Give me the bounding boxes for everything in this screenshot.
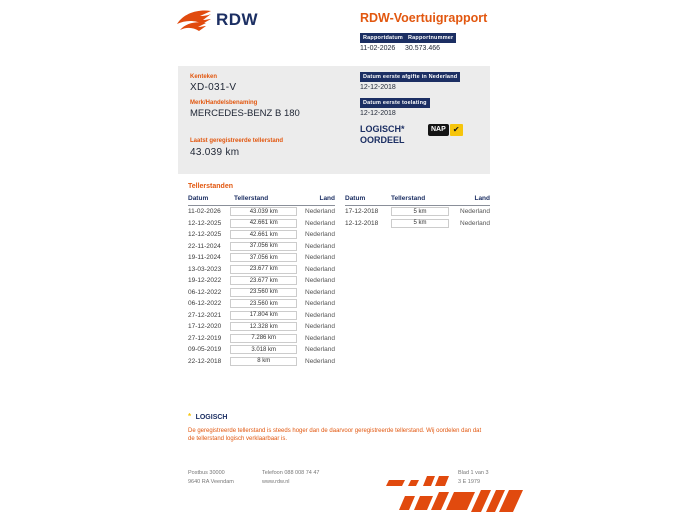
- row-land: Nederland: [305, 357, 335, 365]
- report-title: RDW-Voertuigrapport: [360, 11, 488, 25]
- tellerstand-row: [188, 298, 335, 310]
- row-land: Nederland: [305, 242, 335, 250]
- tellerstanden-section-title: Tellerstanden: [188, 183, 233, 190]
- oordeel-line1: LOGISCH*: [360, 124, 405, 134]
- footer-page-indicator: Blad 1 van 3: [458, 470, 489, 476]
- merk-value: MERCEDES-BENZ B 180: [190, 108, 300, 119]
- row-land: Nederland: [305, 334, 335, 342]
- header-land: Land: [474, 195, 490, 202]
- header-datum: Datum: [345, 195, 366, 202]
- row-tellerstand: 5 km: [391, 207, 449, 216]
- row-datum: 09-05-2019: [188, 346, 222, 354]
- table-body-left: [188, 206, 335, 367]
- racing-stripes-graphic: [375, 474, 525, 514]
- row-datum: 06-12-2022: [188, 300, 222, 308]
- logisch-oordeel: [360, 124, 405, 146]
- nap-wordmark: NAP: [428, 124, 449, 136]
- row-datum: 22-12-2018: [188, 357, 222, 365]
- row-tellerstand: 12.328 km: [230, 322, 297, 331]
- row-land: Nederland: [305, 346, 335, 354]
- row-tellerstand: 42.661 km: [230, 230, 297, 239]
- row-land: Nederland: [305, 311, 335, 319]
- tellerstanden-table-right: [345, 195, 490, 229]
- row-datum: 27-12-2021: [188, 311, 222, 319]
- tellerstand-row: [188, 344, 335, 356]
- tellerstand-row: [188, 206, 335, 218]
- tellerstanden-table-left: [188, 195, 335, 367]
- row-land: Nederland: [305, 254, 335, 262]
- tellerstand-row: [188, 310, 335, 322]
- row-land: Nederland: [305, 231, 335, 239]
- footnote-title: LOGISCH: [195, 414, 228, 421]
- row-tellerstand: 3.018 km: [230, 345, 297, 354]
- tellerstand-row: [188, 321, 335, 333]
- row-tellerstand: 23.560 km: [230, 288, 297, 297]
- row-land: Nederland: [460, 219, 490, 227]
- kenteken-value: XD-031-V: [190, 82, 237, 93]
- footnote-asterisk: *: [188, 412, 192, 421]
- header-tellerstand: Tellerstand: [391, 195, 426, 202]
- oordeel-line2: OORDEEL: [360, 135, 405, 145]
- row-tellerstand: 7.286 km: [230, 334, 297, 343]
- footnote-text: De geregistreerde tellerstand is steeds hoger dan de daarvoor geregistreerde tellerstand. Wij oordelen dan dat de tellerstand logisch verklaarbaar is.: [188, 428, 482, 442]
- row-datum: 17-12-2020: [188, 323, 222, 331]
- row-datum: 19-12-2022: [188, 277, 222, 285]
- footer-contact: [262, 469, 320, 487]
- row-land: Nederland: [305, 219, 335, 227]
- row-tellerstand: 42.661 km: [230, 219, 297, 228]
- report-date-value: 11-02-2026: [360, 45, 396, 52]
- logisch-footnote: [188, 406, 488, 443]
- table-header-row: [345, 195, 490, 206]
- row-tellerstand: 23.677 km: [230, 276, 297, 285]
- table-header-row: [188, 195, 335, 206]
- tellerstand-row: [188, 229, 335, 241]
- report-number-label: Rapportnummer: [405, 33, 456, 43]
- report-date-label: Rapportdatum: [360, 33, 406, 43]
- tellerstand-row: [188, 252, 335, 264]
- footer-phone: Telefoon 088 008 74 47: [262, 470, 320, 476]
- row-tellerstand: 43.039 km: [230, 207, 297, 216]
- footer-address-line1: Postbus 30000: [188, 470, 225, 476]
- footer-form-code: 3 E 1979: [458, 479, 481, 485]
- row-tellerstand: 5 km: [391, 219, 449, 228]
- row-datum: 06-12-2022: [188, 288, 222, 296]
- tellerstand-row: [188, 275, 335, 287]
- afgifte-value: 12-12-2018: [360, 84, 396, 91]
- row-datum: 12-12-2018: [345, 219, 379, 227]
- tellerstand-row: [188, 264, 335, 276]
- tellerstand-row: [188, 356, 335, 368]
- row-datum: 11-02-2026: [188, 208, 221, 216]
- row-land: Nederland: [305, 288, 335, 296]
- tellerstand-label: Laatst geregistreerde tellerstand: [190, 138, 284, 144]
- row-datum: 13-03-2023: [188, 265, 222, 273]
- nap-logo: [428, 124, 463, 136]
- row-tellerstand: 8 km: [230, 357, 297, 366]
- footer-website: www.rdw.nl: [262, 479, 290, 485]
- tellerstand-row: [188, 333, 335, 345]
- tellerstand-row: [345, 218, 490, 230]
- rdw-logo-text: RDW: [216, 10, 259, 29]
- row-datum: 12-12-2025: [188, 231, 222, 239]
- merk-label: Merk/Handelsbenaming: [190, 100, 258, 106]
- row-datum: 27-12-2019: [188, 334, 222, 342]
- header-land: Land: [319, 195, 335, 202]
- row-tellerstand: 17.804 km: [230, 311, 297, 320]
- row-land: Nederland: [305, 300, 335, 308]
- row-datum: 19-11-2024: [188, 254, 221, 262]
- row-land: Nederland: [305, 208, 335, 216]
- header-tellerstand: Tellerstand: [234, 195, 269, 202]
- afgifte-label: Datum eerste afgifte in Nederland: [360, 72, 460, 82]
- row-land: Nederland: [305, 323, 335, 331]
- rdw-eagle-icon: [176, 9, 212, 32]
- tellerstand-row: [188, 241, 335, 253]
- row-tellerstand: 23.677 km: [230, 265, 297, 274]
- rdw-logo: [176, 9, 258, 32]
- vehicle-summary-box: [178, 66, 490, 174]
- tellerstand-value: 43.039 km: [190, 147, 240, 158]
- footnote-heading: [188, 406, 488, 424]
- tellerstand-row: [188, 218, 335, 230]
- table-body-right: [345, 206, 490, 229]
- row-tellerstand: 37.056 km: [230, 242, 297, 251]
- report-number-value: 30.573.466: [405, 45, 441, 52]
- row-land: Nederland: [460, 208, 490, 216]
- row-datum: 17-12-2018: [345, 208, 379, 216]
- header-datum: Datum: [188, 195, 209, 202]
- toelating-label: Datum eerste toelating: [360, 98, 430, 108]
- tellerstand-row: [188, 287, 335, 299]
- row-land: Nederland: [305, 277, 335, 285]
- row-datum: 22-11-2024: [188, 242, 221, 250]
- row-tellerstand: 23.560 km: [230, 299, 297, 308]
- row-land: Nederland: [305, 265, 335, 273]
- nap-check-icon: ✔: [450, 124, 463, 136]
- tellerstand-row: [345, 206, 490, 218]
- row-datum: 12-12-2025: [188, 219, 222, 227]
- footer-address-line2: 9640 RA Veendam: [188, 479, 234, 485]
- kenteken-label: Kenteken: [190, 74, 218, 80]
- toelating-value: 12-12-2018: [360, 110, 396, 117]
- row-tellerstand: 37.056 km: [230, 253, 297, 262]
- footer-address: [188, 469, 234, 487]
